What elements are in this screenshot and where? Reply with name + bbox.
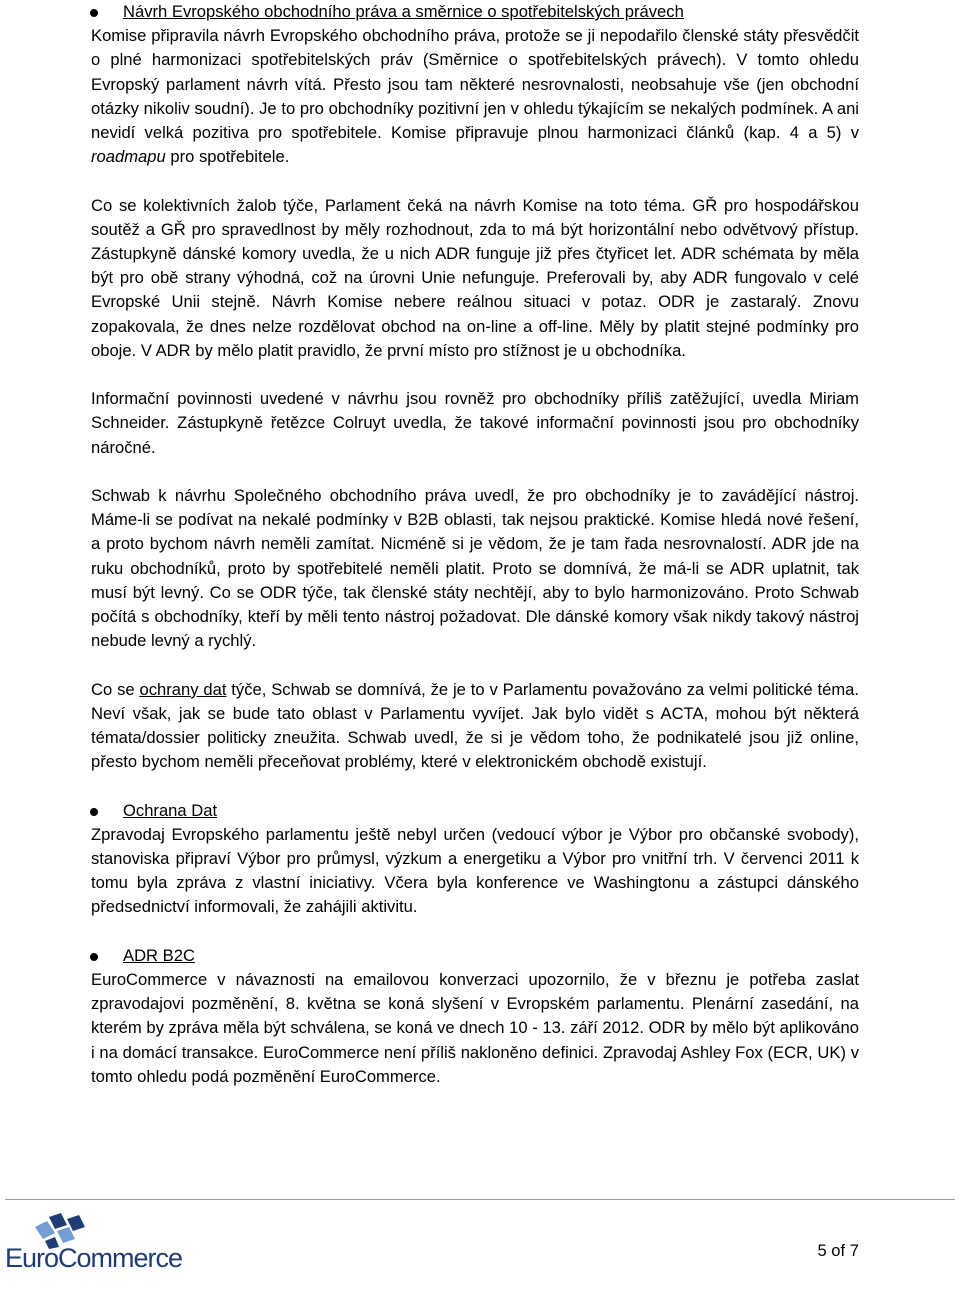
section-heading: Návrh Evropského obchodního práva a směrnice o spotřebitelských právech: [123, 2, 684, 21]
paragraph: Informační povinnosti uvedené v návrhu jsou rovněž pro obchodníky příliš zatěžující, uvedla Miriam Schneider. Zástupkyně řetězce Colruyt uvedla, že takové informační povinnosti jsou pro obchodníky náročné.: [91, 389, 859, 457]
page-number: 5 of 7: [817, 1241, 859, 1260]
logo-wordmark: EuroCommerce: [5, 1243, 183, 1273]
section-consumer-rights: [91, 0, 859, 169]
bullet-icon: [90, 808, 98, 816]
bullet-heading-line: [91, 944, 859, 968]
bullet-icon: [90, 953, 98, 961]
section-data-protection: [91, 799, 859, 920]
paragraph: Co se kolektivních žalob týče, Parlament čeká na návrh Komise na toto téma. GŘ pro hospodářskou soutěž a GŘ pro spravedlnost by měly rozhodnout, zda to má být horizontální nebo odvětvový přístup. Zástupkyně dánské komory uvedla, že u nich ADR funguje již přes čtyřicet let. ADR schémata by měla být pro obě strany výhodná, což na úrovni Unie nefunguje. Preferovali by, aby ADR fungovalo v celé Evropské Unii stejně. Návrh Komise nebere reálnou situaci v potaz. ODR je zastaralý. Znovu zopakovala, že dnes nelze rozdělovat obchod na on-line a off-line. Měly by platit stejné podmínky pro oboje. V ADR by mělo platit pravidlo, že první místo pro stížnost je u obchodníka.: [91, 195, 859, 360]
section-paragraph: Komise připravila návrh Evropského obchodního práva, protože se ji nepodařilo členské státy přesvědčit o plné harmonizaci spotřebitelských práv (Směrnice o spotřebitelských právech). V tomto ohledu Evropský parlament návrh vítá. Přesto jsou tam některé nesrovnalosti, neobsahuje vše (jen obchodní otázky nikoliv soudní). Je to pro obchodníky pozitivní jen v ohledu týkajícím se nekalých podmínek. A ani nevidí velká pozitiva pro spotřebitele. Komise připravuje plnou harmonizaci článků (kap. 4 a 5) v roadmapu pro spotřebitele.: [91, 26, 859, 167]
paragraph-data-protection: [91, 678, 859, 775]
section-paragraph: Zpravodaj Evropského parlamentu ještě nebyl určen (vedoucí výbor je Výbor pro občanské svobody), stanoviska připraví Výbor pro průmysl, výzkum a energetiku a Výbor pro vnitřní trh. V červenci 2011 k tomu byla zpráva z vlastní iniciativy. Včera byla konference ve Washingtonu a zástupci dánského předsednictví informovali, že zahájili aktivitu.: [91, 824, 859, 917]
paragraph-information-duties: [91, 387, 859, 460]
document-body: [91, 0, 859, 1089]
bullet-heading-line: [91, 799, 859, 823]
bullet-icon: [90, 9, 98, 17]
section-heading: Ochrana Dat: [123, 800, 218, 820]
eurocommerce-logo: [5, 1213, 183, 1283]
section-adr-b2c: [91, 944, 859, 1089]
paragraph-schwab: [91, 484, 859, 653]
italic-term: roadmapu: [91, 147, 166, 167]
footer-divider: [5, 1199, 955, 1200]
paragraph: Co se ochrany dat týče, Schwab se domnívá, že je to v Parlamentu považováno za velmi politické téma. Neví však, jak se bude tato oblast v Parlamentu vyvíjet. Jak bylo vidět s ACTA, mohou být některá témata/dossier politicky zneužita. Schwab uvedl, že si je vědom toho, že podnikatelé jsou již online, přesto bychom neměli přeceňovat problémy, které v elektronickém obchodě existují.: [91, 679, 859, 772]
section-heading: ADR B2C: [123, 945, 195, 965]
paragraph-collective-actions: [91, 194, 859, 363]
section-paragraph: EuroCommerce v návaznosti na emailovou konverzaci upozornilo, že v březnu je potřeba zaslat zpravodajovi pozměnění, 8. května se koná slyšení v Evropském parlamentu. Plenární zasedání, na kterém by zpráva měla být schválena, se koná ve dnech 10 - 13. září 2012. ODR by mělo být aplikováno i na domácí transakce. EuroCommerce není příliš nakloněno definici. Zpravodaj Ashley Fox (ECR, UK) v tomto ohledu podá pozměnění EuroCommerce.: [91, 970, 859, 1086]
underlined-term: ochrany dat: [139, 679, 227, 699]
bullet-heading-line: [91, 0, 859, 24]
paragraph: Schwab k návrhu Společného obchodního práva uvedl, že pro obchodníky je to zavádějící nástroj. Máme-li se podívat na nekalé podmínky v B2B oblasti, tak nejsou praktické. Komise hledá nové řešení, a proto bychom návrh neměli zamítat. Nicméně si je vědom, že je tam řada nesrovnalostí. ADR jde na ruku obchodníků, proto by spotřebitelé neměli platit. Proto se domnívá, že má-li se ADR uplatnit, tak musí být levný. Co se ODR týče, tak členské státy nechtějí, aby to bylo harmonizováno. Proto Schwab počítá s obchodníky, kteří by měli tento nástroj požadovat. Dle dánské komory však nikdy takový nástroj nebude levný a rychlý.: [91, 486, 859, 651]
